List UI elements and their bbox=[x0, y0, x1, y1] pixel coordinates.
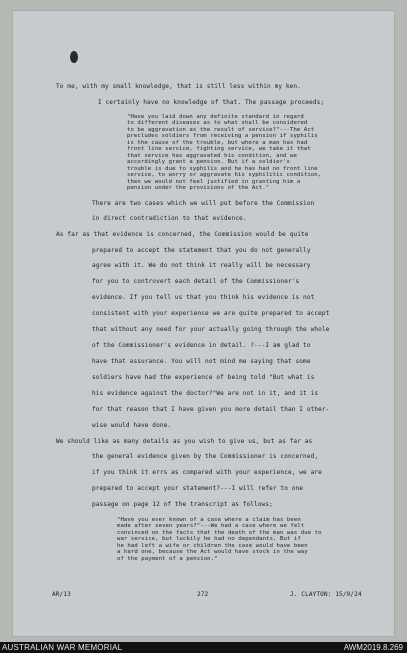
quote-line: to be aggravation as the result of service?"---The Act bbox=[127, 127, 315, 133]
body-line: if you think it errs as compared with your experience, we are bbox=[92, 469, 322, 476]
quote-line: "Have you laid down any definite standard in regard bbox=[127, 114, 304, 120]
page-ref: AR/13 bbox=[52, 591, 71, 598]
body-line: soldiers have had the experience of being told "But what is bbox=[92, 374, 315, 381]
body-line: his evidence against the doctor?"We are not in it, and it is bbox=[92, 390, 319, 397]
transcript-signoff: J. CLAYTON: 15/9/24 bbox=[290, 591, 362, 598]
body-line: in direct contradiction to that evidence. bbox=[92, 215, 247, 222]
quote-line: a hard one, because the Act would have stock in the way bbox=[117, 549, 308, 555]
body-line: wise would have done. bbox=[92, 422, 172, 429]
catalogue-ref: AWM2019.8.269 bbox=[343, 643, 403, 652]
quote-line: convinced on the facts that the death of the man was due to bbox=[117, 530, 322, 536]
quote-line: is the cause of the trouble, but where a man has had bbox=[127, 140, 308, 146]
quote-line: then we would not feel justified in granting him a bbox=[127, 179, 301, 185]
body-line: prepared to accept your statement?---I will refer to one bbox=[92, 485, 304, 492]
quote-line: made after seven years?"---We had a case where we felt bbox=[117, 523, 305, 529]
body-line: prepared to accept the statement that you do not generally bbox=[92, 247, 311, 254]
body-line: that without any need for your actually going through the whole bbox=[92, 326, 330, 333]
body-line: passage on page 12 of the transcript as follows; bbox=[92, 501, 273, 508]
body-line: for that reason that I have given you more detail than I other- bbox=[92, 406, 330, 413]
quote-line: front line service, fighting service, we take it that bbox=[127, 146, 311, 152]
quote-line: service, to worry or aggravate his syphilitic condition, bbox=[127, 172, 322, 178]
body-line: of the Commissioner's evidence in detail. ?---I am glad to bbox=[92, 342, 311, 349]
quote-line: of the payment of a pension." bbox=[117, 556, 218, 562]
body-line: have that assurance. You will not mind me saying that some bbox=[92, 358, 311, 365]
body-line: consistent with your experience we are quite prepared to accept bbox=[92, 310, 330, 317]
institution-credit: AUSTRALIAN WAR MEMORIAL bbox=[2, 643, 123, 652]
body-line: the general evidence given by the Commissioner is concerned, bbox=[92, 453, 319, 460]
document-page bbox=[12, 10, 395, 637]
page-number: 272 bbox=[197, 591, 209, 598]
body-line: We should like as many details as you wish to give us, but as far as bbox=[56, 438, 313, 445]
line-1: To me, with my small knowledge, that is still less within my ken. bbox=[56, 83, 301, 90]
body-line: agree with it. We do not think it really will be necessary bbox=[92, 262, 311, 269]
quote-line: war service, but luckily he had no dependants. But if bbox=[117, 536, 301, 542]
line-2: I certainly have no knowledge of that. The passage proceeds; bbox=[98, 99, 325, 106]
quote-line: that service has aggravated his condition, and we bbox=[127, 153, 297, 159]
quote-line: to different diseases as to what shall be considered bbox=[127, 120, 308, 126]
quote-line: trouble is due to syphilis and he has had no front line bbox=[127, 166, 318, 172]
quote-line: he had left a wife or children the case would have been bbox=[117, 543, 308, 549]
body-line: As far as that evidence is concerned, the Commission would be quite bbox=[56, 231, 309, 238]
quote-line: "Have you ever known of a case where a claim has been bbox=[117, 517, 301, 523]
quote-line: precludes soldiers from receiving a pension if syphilis bbox=[127, 133, 318, 139]
caption-bar bbox=[0, 642, 407, 653]
body-line: for you to controvert each detail of the Commissioner's bbox=[92, 278, 300, 285]
quote-line: accordingly grant a pension. But if a soldier's bbox=[127, 159, 290, 165]
body-line: evidence. If you tell us that you think his evidence is not bbox=[92, 294, 315, 301]
body-line: There are two cases which we will put before the Commission bbox=[92, 200, 315, 207]
quote-line: pension under the provisions of the Act." bbox=[127, 185, 270, 191]
punch-hole bbox=[70, 51, 78, 63]
